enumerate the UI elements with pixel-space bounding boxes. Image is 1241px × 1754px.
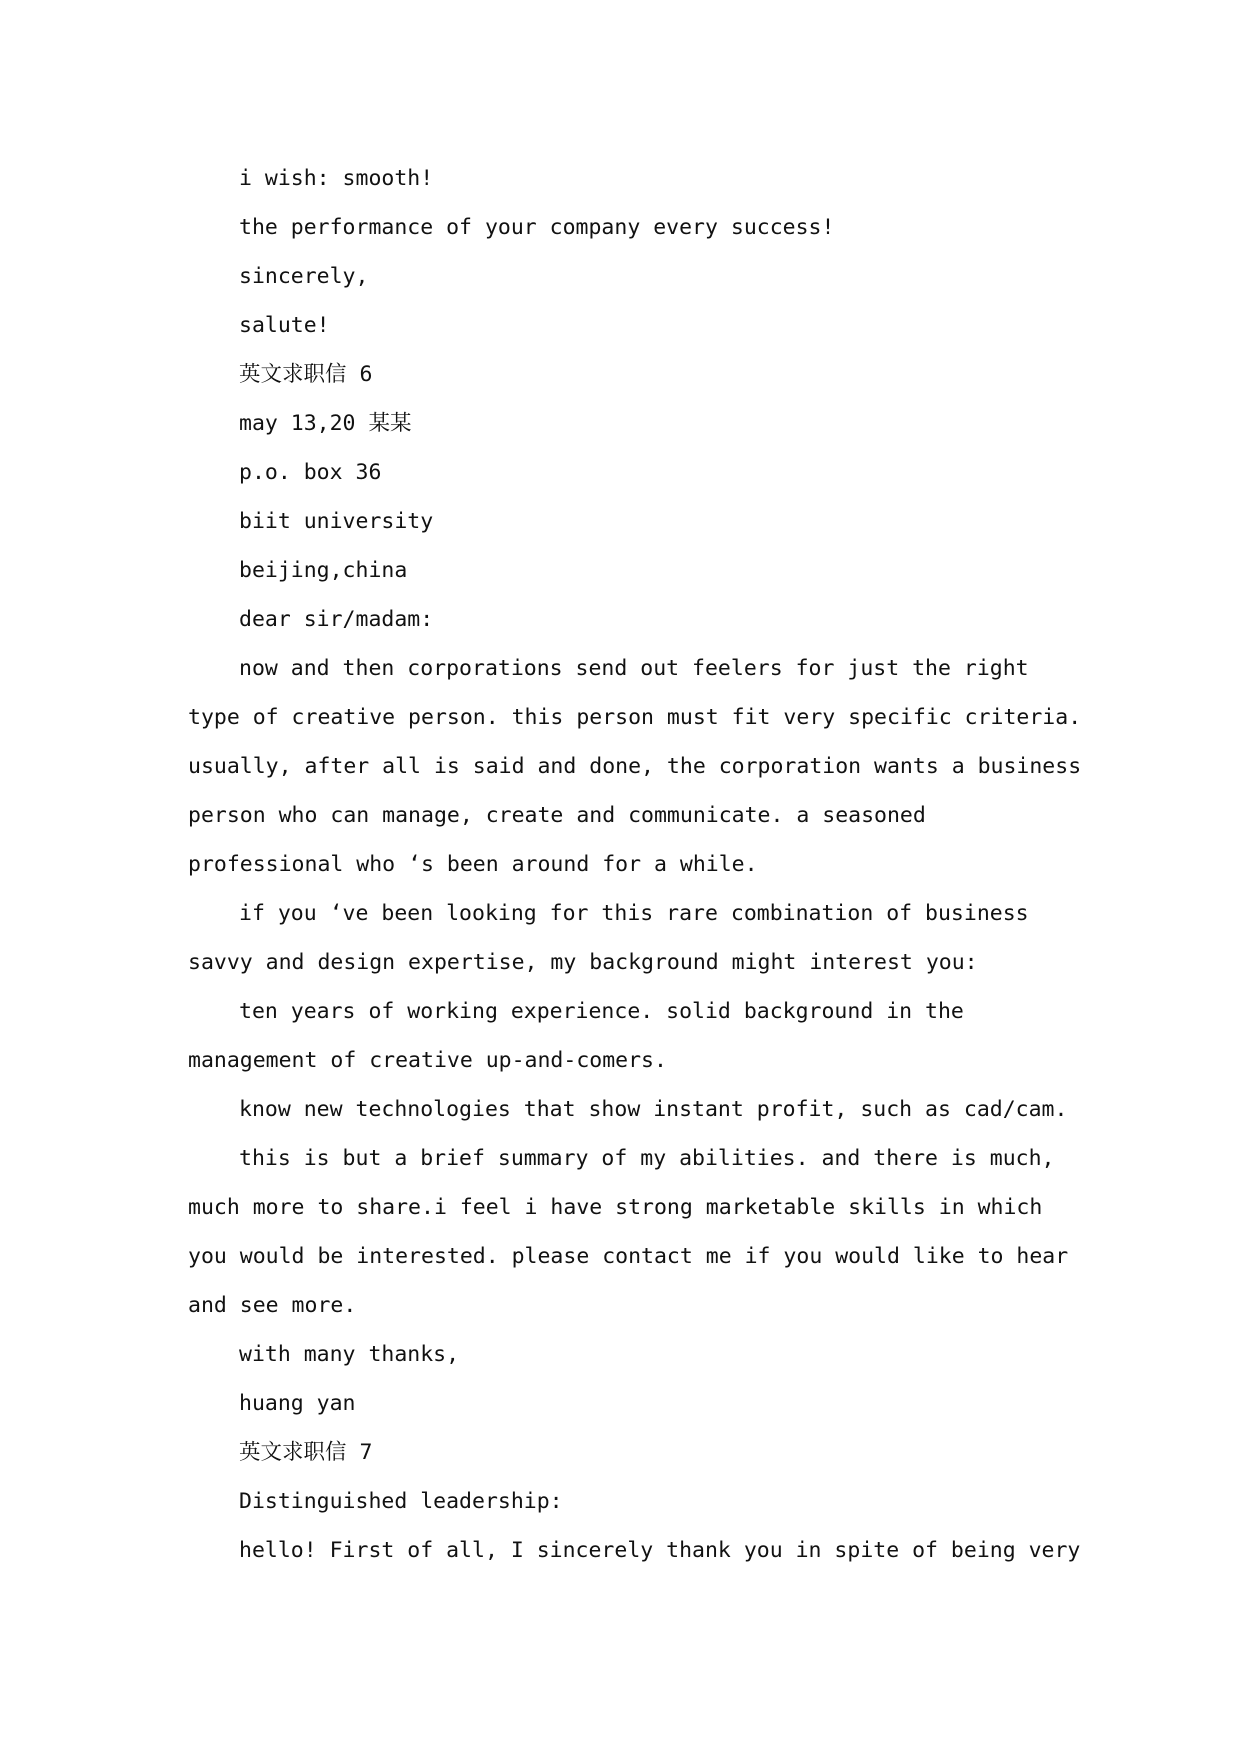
text-line: the performance of your company every success! xyxy=(239,215,835,240)
text-line: hello! First of all, I sincerely thank you in spite of being very xyxy=(239,1538,1081,1563)
section-heading: 英文求职信 6 xyxy=(239,362,373,387)
signature-name: huang yan xyxy=(239,1391,356,1416)
text-line: sincerely, xyxy=(239,264,369,289)
text-line: usually, after all is said and done, the corporation wants a business xyxy=(188,754,1082,779)
address-line: p.o. box 36 xyxy=(239,460,382,485)
text-line: savvy and design expertise, my background might interest you: xyxy=(188,950,978,975)
closing: with many thanks, xyxy=(239,1342,460,1367)
text-line: this is but a brief summary of my abilities. and there is much, xyxy=(239,1146,1055,1171)
text-line: know new technologies that show instant profit, such as cad/cam. xyxy=(239,1097,1068,1122)
address-line: biit university xyxy=(239,509,434,534)
text-line: i wish: smooth! xyxy=(239,166,434,191)
text-line: you would be interested. please contact me if you would like to hear xyxy=(188,1244,1069,1269)
text-line: and see more. xyxy=(188,1293,357,1318)
text-line: now and then corporations send out feelers for just the right xyxy=(239,656,1029,681)
text-line: person who can manage, create and communicate. a seasoned xyxy=(188,803,926,828)
text-line: ten years of working experience. solid background in the xyxy=(239,999,964,1024)
text-line: professional who ‘s been around for a while. xyxy=(188,852,758,877)
salutation: dear sir/madam: xyxy=(239,607,434,632)
letter-date: may 13,20 某某 xyxy=(239,411,412,436)
section-heading: 英文求职信 7 xyxy=(239,1440,373,1465)
text-line: if you ‘ve been looking for this rare combination of business xyxy=(239,901,1029,926)
text-line: much more to share.i feel i have strong marketable skills in which xyxy=(188,1195,1043,1220)
document-body xyxy=(188,154,1082,1575)
text-line: management of creative up-and-comers. xyxy=(188,1048,667,1073)
address-line: beijing,china xyxy=(239,558,408,583)
salutation: Distinguished leadership: xyxy=(239,1489,563,1514)
text-line: type of creative person. this person must fit very specific criteria. xyxy=(188,705,1082,730)
text-line: salute! xyxy=(239,313,330,338)
